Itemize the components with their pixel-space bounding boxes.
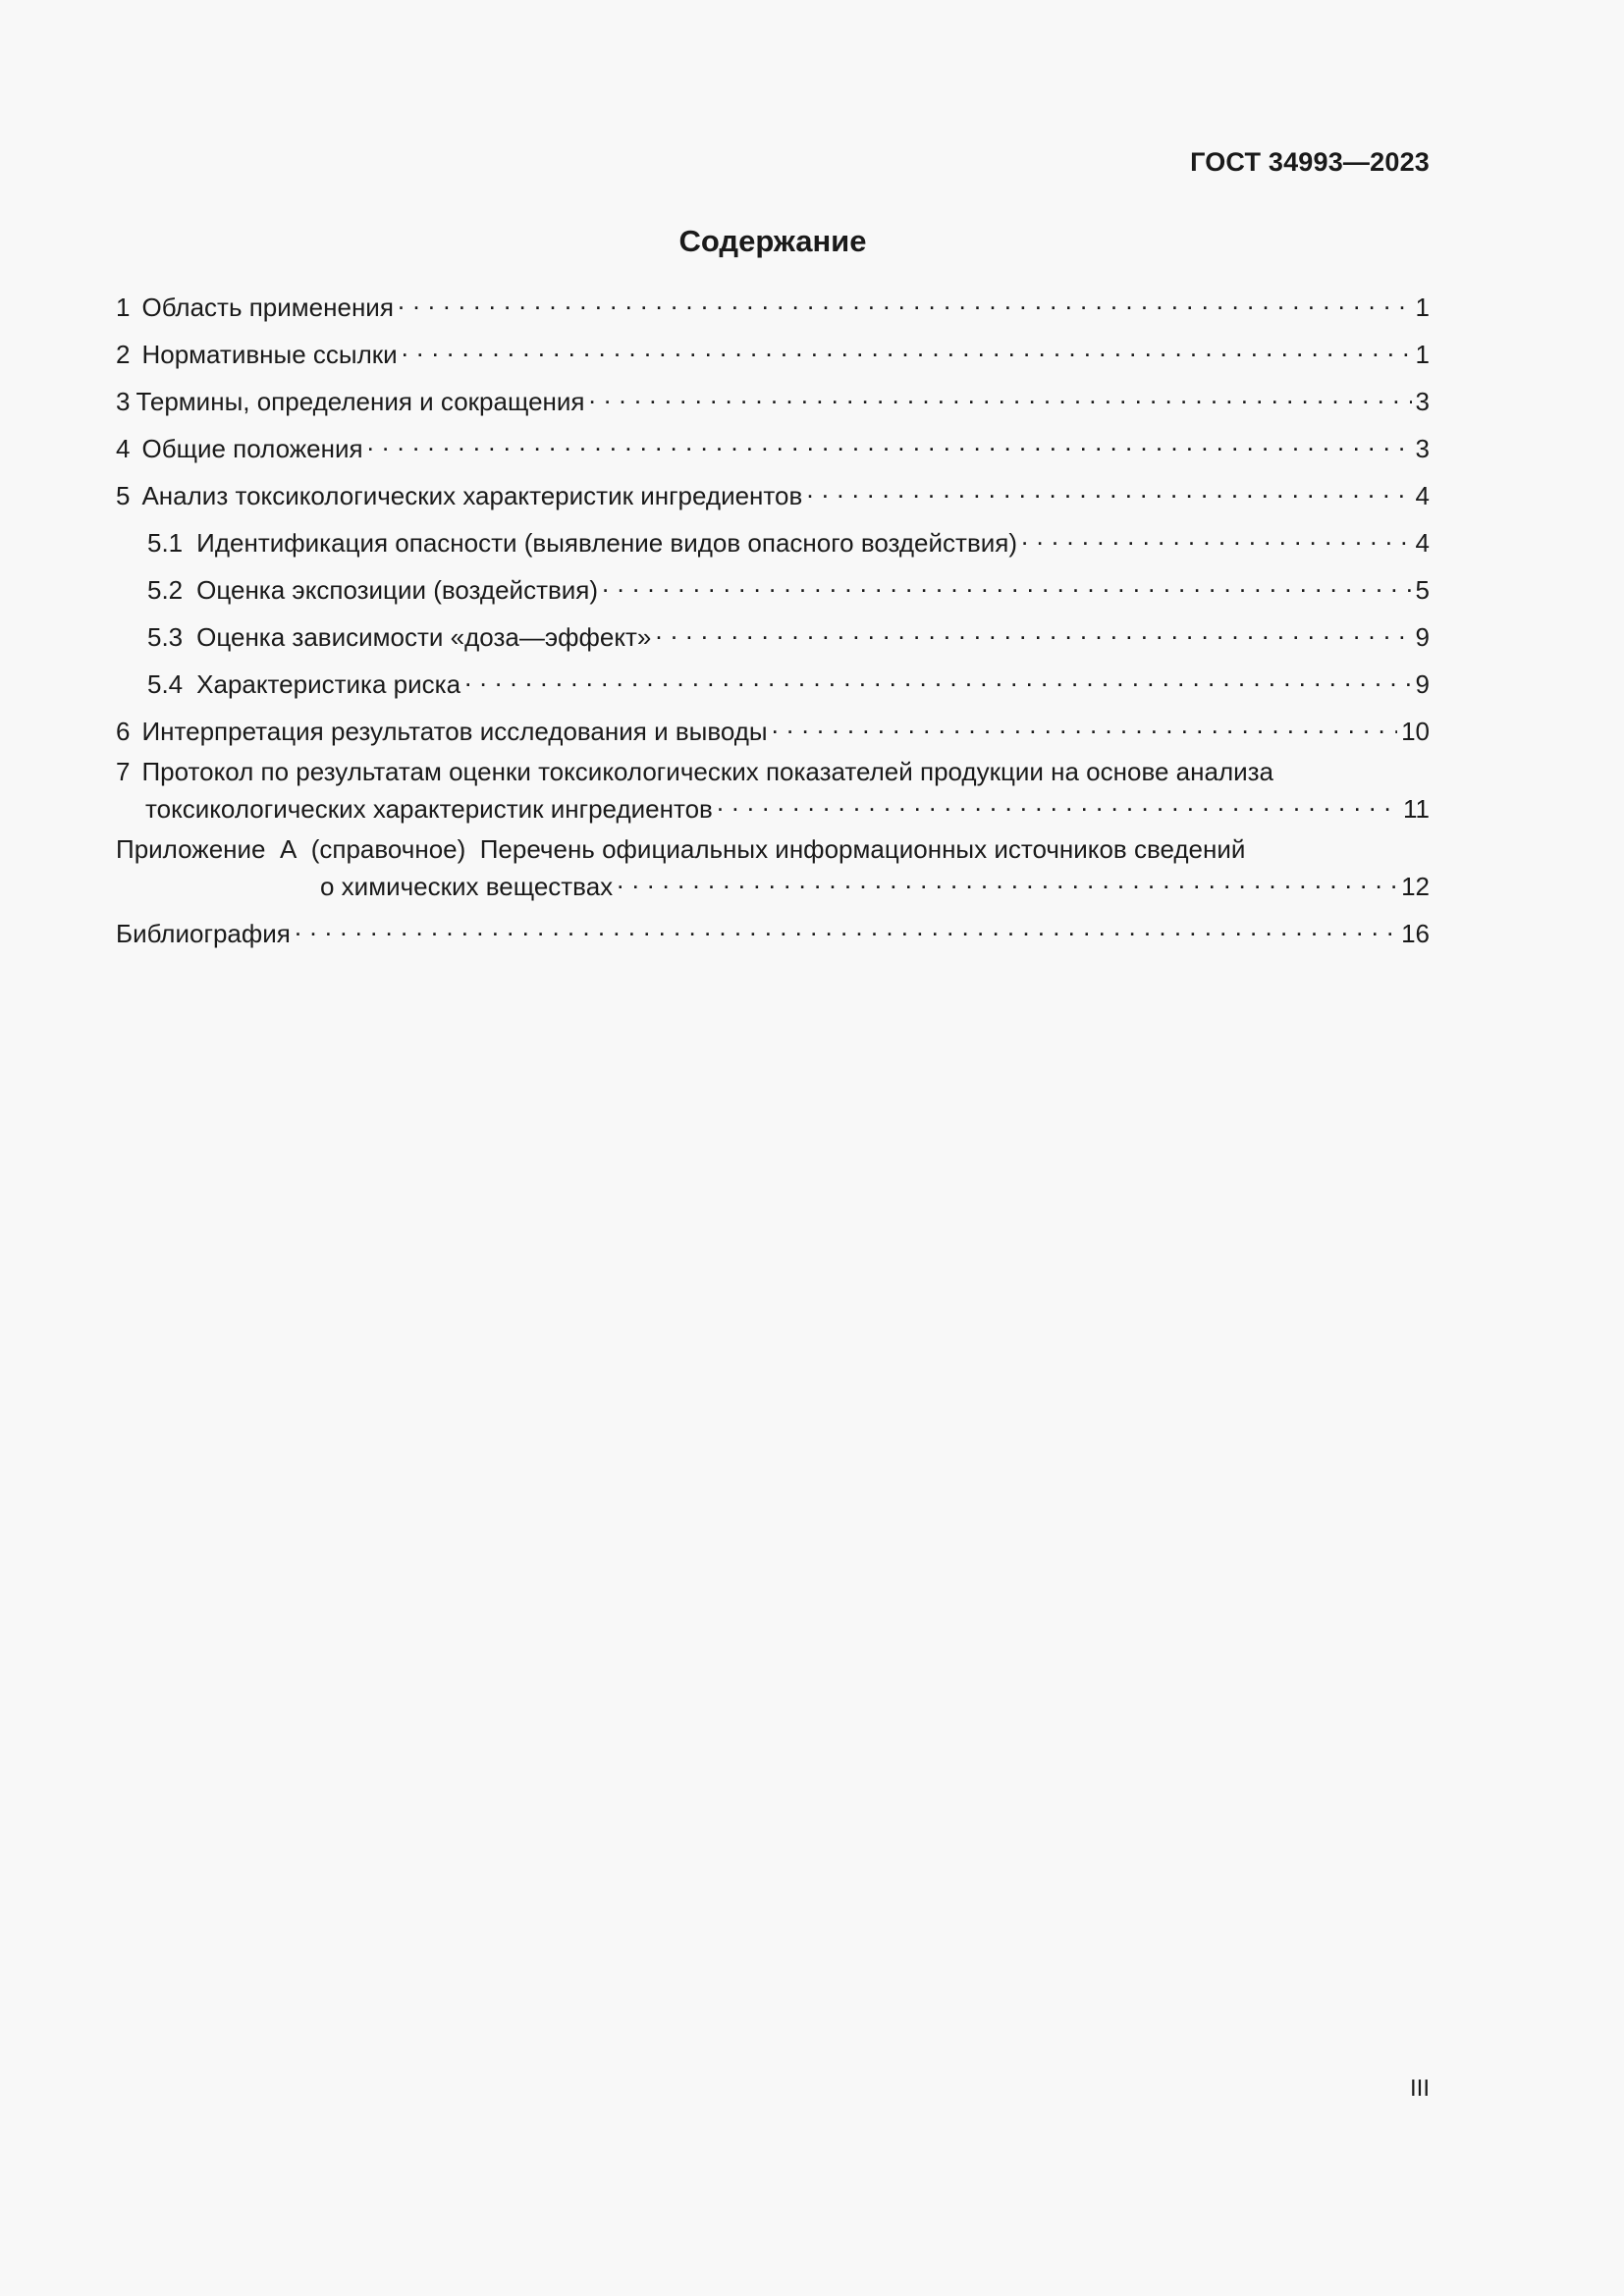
dot-leader — [717, 787, 1399, 818]
toc-subitem[interactable] — [116, 568, 1430, 606]
toc-item-last-line — [116, 865, 1430, 902]
toc-item-label: Оценка экспозиции (воздействия) — [196, 575, 599, 605]
toc-appendix[interactable] — [116, 834, 1430, 902]
table-of-contents — [116, 286, 1430, 959]
toc-item-label: Область применения — [141, 293, 394, 322]
toc-subitem[interactable] — [116, 663, 1430, 700]
page-number: III — [1409, 2075, 1430, 2102]
toc-item-page: 11 — [1403, 794, 1430, 824]
toc-bibliography[interactable] — [116, 912, 1430, 949]
toc-item[interactable] — [116, 286, 1430, 323]
toc-item-number: 5 — [116, 481, 131, 510]
toc-item-page: 4 — [1415, 528, 1430, 558]
toc-item-label: Оценка зависимости «доза—эффект» — [196, 622, 652, 652]
toc-item-label-line2: о химических веществах — [320, 872, 614, 901]
toc-item-label: Анализ токсикологических характеристик ингредиентов — [141, 481, 803, 510]
toc-item-number: 3 — [116, 387, 131, 416]
toc-item[interactable] — [116, 474, 1430, 511]
toc-item-label: Идентификация опасности (выявление видов опасного воздействия) — [196, 528, 1018, 558]
toc-item-number: 4 — [116, 434, 131, 463]
toc-item-page: 1 — [1415, 340, 1430, 369]
toc-item-page: 9 — [1415, 622, 1430, 652]
dot-leader — [602, 568, 1411, 599]
toc-item-label: Характеристика риска — [196, 669, 461, 699]
dot-leader — [617, 865, 1397, 895]
toc-item-number: 6 — [116, 717, 131, 746]
toc-item-last-line — [116, 787, 1430, 825]
toc-subitem[interactable] — [116, 615, 1430, 653]
toc-item-page: 3 — [1415, 434, 1430, 463]
dot-leader — [1021, 521, 1412, 552]
toc-item-label-line1: Приложение А (справочное) Перечень официальных информационных источников сведений — [116, 834, 1246, 864]
toc-item-label: Термины, определения и сокращения — [135, 387, 585, 416]
toc-item-page: 12 — [1401, 872, 1430, 901]
toc-item-page: 9 — [1415, 669, 1430, 699]
toc-item-number: 1 — [116, 293, 131, 322]
toc-item[interactable] — [116, 757, 1430, 825]
toc-item[interactable] — [116, 333, 1430, 370]
toc-item-number: 7 — [116, 757, 131, 786]
toc-item-label: Интерпретация результатов исследования и выводы — [141, 717, 768, 746]
document-code: ГОСТ 34993—2023 — [1190, 147, 1430, 177]
toc-item-page: 3 — [1415, 387, 1430, 416]
toc-item-label: Общие положения — [141, 434, 363, 463]
dot-leader — [772, 710, 1397, 740]
dot-leader — [806, 474, 1411, 505]
dot-leader — [295, 912, 1397, 942]
toc-item-number: 2 — [116, 340, 131, 369]
toc-item-page: 1 — [1415, 293, 1430, 322]
toc-item-page: 5 — [1415, 575, 1430, 605]
dot-leader — [655, 615, 1411, 646]
dot-leader — [402, 333, 1412, 363]
toc-item-page: 16 — [1401, 919, 1430, 948]
dot-leader — [464, 663, 1411, 693]
toc-item-number: 5.3 — [147, 622, 184, 652]
toc-item-number: 5.1 — [147, 528, 184, 558]
toc-item-page: 10 — [1401, 717, 1430, 746]
toc-item-first-line — [116, 834, 1430, 865]
toc-item-label-line2: токсикологических характеристик ингредиентов — [145, 794, 713, 824]
toc-item-label: Библиография — [116, 919, 291, 948]
dot-leader — [398, 286, 1412, 316]
dot-leader — [589, 380, 1412, 410]
toc-subitem[interactable] — [116, 521, 1430, 559]
dot-leader — [367, 427, 1412, 457]
toc-item-number: 5.2 — [147, 575, 184, 605]
toc-item-number: 5.4 — [147, 669, 184, 699]
toc-item[interactable] — [116, 427, 1430, 464]
toc-item-label: Нормативные ссылки — [141, 340, 398, 369]
toc-item[interactable] — [116, 380, 1430, 417]
toc-item[interactable] — [116, 710, 1430, 747]
toc-item-label-line1: Протокол по результатам оценки токсикологических показателей продукции на основе анализа — [141, 757, 1274, 786]
toc-title: Содержание — [678, 224, 867, 258]
toc-item-page: 4 — [1415, 481, 1430, 510]
toc-item-first-line — [116, 757, 1430, 787]
